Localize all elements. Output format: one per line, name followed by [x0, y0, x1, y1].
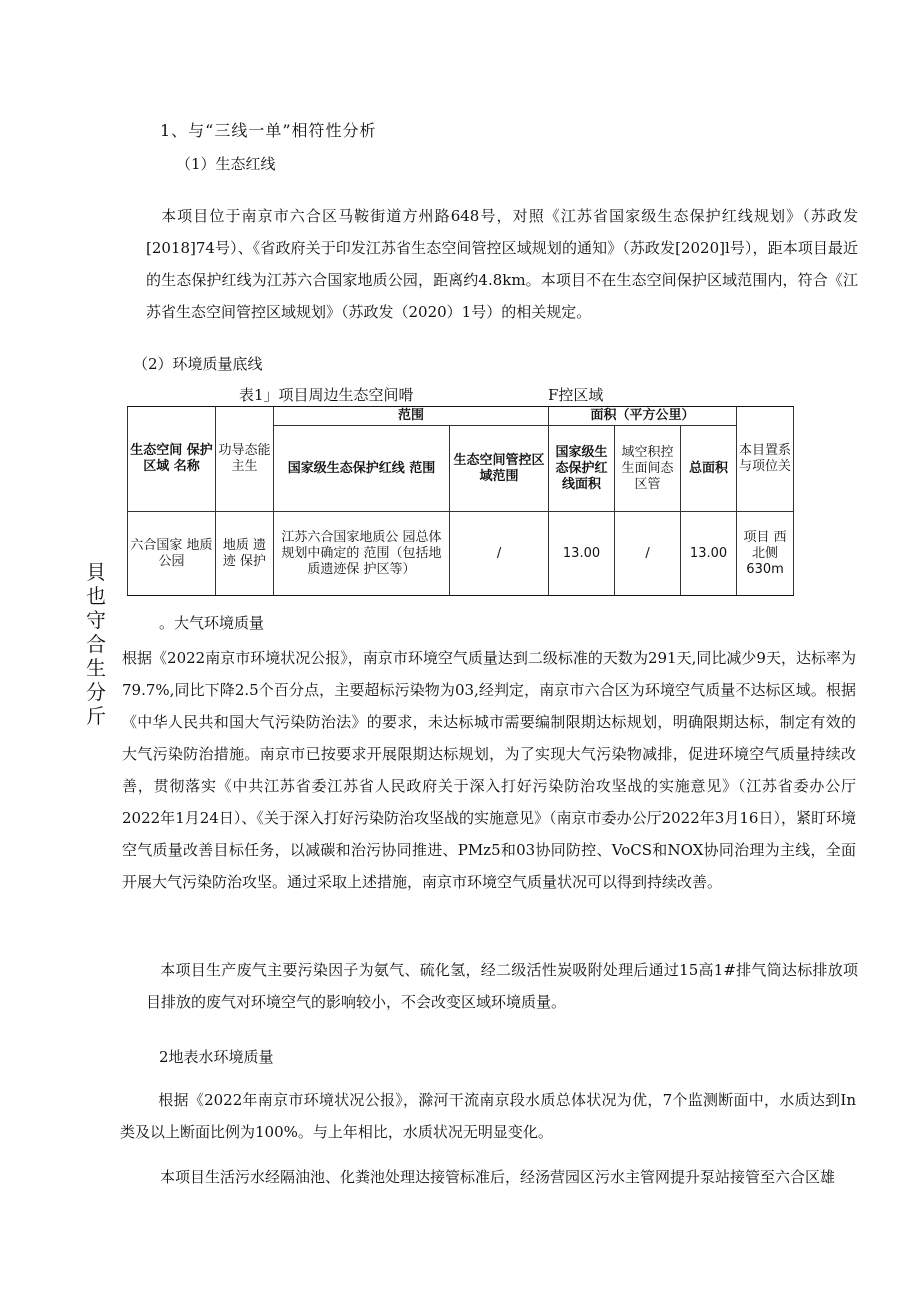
table-row — [128, 512, 794, 596]
side-margin-text: 貝也守合生分斤 — [86, 560, 106, 728]
paragraph-water — [120, 1084, 856, 1148]
header-name: 生态空间 保护区域 名称 — [128, 407, 216, 512]
header-relation: 本目置系与项位关 — [737, 407, 794, 512]
paragraph-exhaust — [146, 954, 858, 1018]
paragraph-wastewater-text: 本项目生活污水经隔油池、化粪池处理达接管标准后，经汤营园区污水主管网提升泵站接管至六合区雄 — [160, 1168, 836, 1186]
header-area-total: 总面积 — [681, 426, 737, 512]
cell-area-national: 13.00 — [549, 512, 615, 596]
paragraph-ecology — [146, 200, 858, 328]
header-scope: 范围 — [274, 407, 549, 426]
subheading-air-quality: 。大气环境质量 — [159, 614, 265, 632]
header-scope-national: 国家级生态保护红线 范围 — [274, 426, 450, 512]
cell-name: 六合国家 地质公园 — [128, 512, 216, 596]
subheading-surface-water: 2地表水环境质量 — [159, 1048, 274, 1066]
cell-area-total: 13.00 — [681, 512, 737, 596]
paragraph-exhaust-text: 本项目生产废气主要污染因子为氨气、硫化氢，经二级活性炭吸附处理后通过15高1#排气筒达标排放项目排放的废气对环境空气的影响较小，不会改变区域环境质量。 — [146, 961, 858, 1011]
subheading-env-quality: （2）环境质量底线 — [133, 355, 263, 373]
subheading-ecology-redline: （1）生态红线 — [176, 155, 276, 173]
cell-relation: 项目 西北侧 630m — [737, 512, 794, 596]
paragraph-ecology-text: 本项目位于南京市六合区马鞍街道方州路648号，对照《江苏省国家级生态保护红线规划》（苏政发[2018]74号）、《省政府关于印发江苏省生态空间管控区域规划的通知》（苏政发[2020]l号），距本项目最近的生态保护红线为江苏六合国家地质公园，距离约4.8km。本项目不在生态空间保护区域范围内，符合《江苏省生态空间管控区域规划》（苏政发（2020）1号）的相关规定。 — [146, 207, 858, 321]
header-function: 功导态能 主生 — [216, 407, 274, 512]
eco-space-table — [127, 406, 794, 596]
section-heading: 1、与“三线一单”相符性分析 — [160, 121, 377, 140]
cell-function: 地质 遗迹 保护 — [216, 512, 274, 596]
header-area-control: 域空积控生面间态区管 — [615, 426, 681, 512]
table-caption: 表1」项目周边生态空间嗗 — [239, 386, 414, 404]
header-scope-control: 生态空间管控区域范围 — [450, 426, 549, 512]
cell-scope-control: / — [450, 512, 549, 596]
cell-scope-national: 江苏六合国家地质公 园总体规划中确定的 范围（包括地质遗迹保 护区等） — [274, 512, 450, 596]
header-area-national: 国家级生态保护红线面积 — [549, 426, 615, 512]
paragraph-air-text: 根据《2022南京市环境状况公报》，南京市环境空气质量达到二级标准的天数为291天,同比减少9天，达标率为79.7%,同比下降2.5个百分点，主要超标污染物为03,经判定，南京市六合区为环境空气质量不达标区域。根据《中华人民共和国大气污染防治法》的要求，未达标城市需要编制限期达标规划，明确限期达标，制定有效的大气污染防治措施。南京市已按要求开展限期达标规划，为了实现大气污染物减排，促进环境空气质量持续改善，贯彻落实《中共江苏省委江苏省人民政府关于深入打好污染防治攻坚战的实施意见》（江苏省委办公厅2022年1月24日）、《关于深入打好污染防治攻坚战的实施意见》（南京市委办公厅2022年3月16日），紧盯环境空气质量改善目标任务，以减碳和治污协同推进、PMz5和03协同防控、VoCS和NOX协同治理为主线，全面开展大气污染防治攻坚。通过采取上述措施，南京市环境空气质量状况可以得到持续改善。 — [122, 649, 856, 891]
paragraph-wastewater — [146, 1161, 858, 1193]
paragraph-air — [122, 642, 856, 898]
paragraph-water-text: 根据《2022年南京市环境状况公报》，滁河干流南京段水质总体状况为优，7个监测断面中，水质达到In类及以上断面比例为100%。与上年相比，水质状况无明显变化。 — [120, 1091, 856, 1141]
header-area: 面积（平方公里） — [549, 407, 737, 426]
table-caption-suffix: F控区域 — [548, 386, 604, 404]
cell-area-control: / — [615, 512, 681, 596]
